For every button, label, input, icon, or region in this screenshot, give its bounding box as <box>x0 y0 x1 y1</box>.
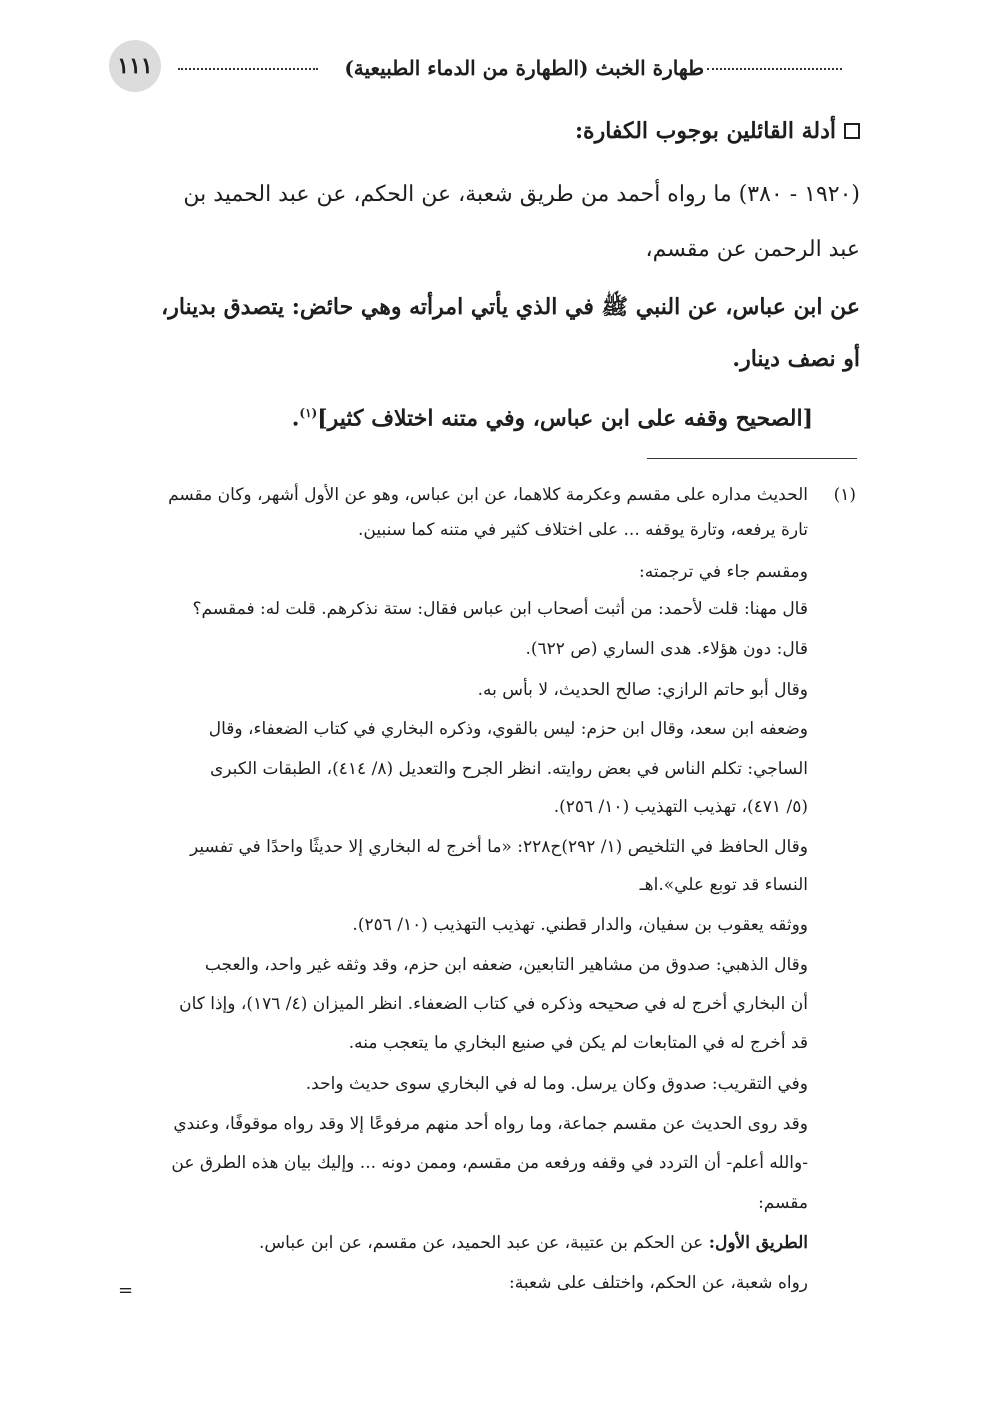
footnote-line: قال مهنا: قلت لأحمد: من أثبت أصحاب ابن عباس فقال: ستة نذكرهم. قلت له: فمقسم؟ <box>192 599 808 619</box>
ruling-line <box>292 398 813 433</box>
hadith-chain-line-2: عبد الرحمن عن مقسم، <box>645 237 860 262</box>
route-text: عن الحكم بن عتيبة، عن عبد الحميد، عن مقسم، عن ابن عباس. <box>259 1233 709 1253</box>
footnote-line: الساجي: تكلم الناس في بعض روايته. انظر الجرح والتعديل (٨/ ٤١٤)، الطبقات الكبرى <box>210 759 808 779</box>
running-header-title: طهارة الخبث (الطهارة من الدماء الطبيعية) <box>344 56 704 80</box>
section-heading <box>138 118 860 144</box>
footnote-line: الحديث مداره على مقسم وعكرمة كلاهما، عن ابن عباس، وهو عن الأول أشهر، وكان مقسم <box>168 485 808 505</box>
route-label: الطريق الأول: <box>708 1233 808 1253</box>
footnote-line: وقال أبو حاتم الرازي: صالح الحديث، لا بأس به. <box>477 680 808 700</box>
footnote-line: ومقسم جاء في ترجمته: <box>638 562 808 582</box>
footnote-line: وضعفه ابن سعد، وقال ابن حزم: ليس بالقوي، وذكره البخاري في كتاب الضعفاء، وقال <box>208 719 808 739</box>
ruling-text: [الصحيح وقفه على ابن عباس، وفي متنه اختلاف كثير] <box>317 405 813 432</box>
footnote-line: (٥/ ٤٧١)، تهذيب التهذيب (١٠/ ٢٥٦). <box>553 797 808 817</box>
footnote-last-line: رواه شعبة، عن الحكم، واختلف على شعبة: <box>509 1273 808 1293</box>
footnote-line: وقال الحافظ في التلخيص (١/ ٢٩٢)ح٢٢٨: «ما أخرج له البخاري إلا حديثًا واحدًا في تفسير <box>190 837 808 857</box>
header-dots-left <box>178 68 318 70</box>
footnote-line: تارة يرفعه، وتارة يوقفه ... على اختلاف كثير في متنه كما سنبين. <box>358 520 808 540</box>
footnote-line: وقال الذهبي: صدوق من مشاهير التابعين، ضعفه ابن حزم، وقد وثقه غير واحد، والعجب <box>204 955 808 975</box>
footnote-line: وقد روى الحديث عن مقسم جماعة، وما رواه أحد منهم مرفوعًا إلا وقد رواه موقوفًا، وعندي <box>173 1114 808 1134</box>
footnote-line: -والله أعلم- أن التردد في وقفه ورفعه من مقسم، وممن دونه ... وإليك بيان هذه الطرق عن <box>171 1153 808 1173</box>
footnote-line: قد أخرج له في المتابعات لم يكن في صنيع البخاري ما يتعجب منه. <box>348 1033 808 1053</box>
footnote-line: وفي التقريب: صدوق وكان يرسل. وما له في البخاري سوى حديث واحد. <box>305 1074 808 1094</box>
footnote-line: أن البخاري أخرج له في صحيحه وذكره في كتاب الضعفاء. انظر الميزان (٤/ ١٧٦)، وإذا كان <box>179 994 808 1014</box>
footnote-line: قال: دون هؤلاء. هدى الساري (ص ٦٢٢). <box>525 639 808 659</box>
ruling-end: . <box>291 405 300 432</box>
footnote-separator <box>647 458 857 459</box>
footnote-number: (١) <box>833 485 856 505</box>
square-bullet-icon <box>844 123 860 139</box>
page-number-badge: ١١١ <box>109 40 161 92</box>
hadith-text-line-2: أو نصف دينار. <box>732 346 860 372</box>
footnote-line: النساء قد توبع علي».اهـ <box>639 875 808 895</box>
footnote-ref: (١) <box>299 406 318 420</box>
footnote-line: مقسم: <box>758 1193 808 1213</box>
footnote-line: ووثقه يعقوب بن سفيان، والدار قطني. تهذيب التهذيب (١٠/ ٢٥٦). <box>352 915 808 935</box>
hadith-chain-line-1: (١٩٢٠ - ٣٨٠) ما رواه أحمد من طريق شعبة، عن الحكم، عن عبد الحميد بن <box>183 182 860 207</box>
continuation-mark: = <box>118 1280 134 1301</box>
footnote-route-line <box>259 1230 808 1256</box>
header-dots-right <box>707 68 842 70</box>
hadith-text-line-1: عن ابن عباس، عن النبي ﷺ في الذي يأتي امرأته وهي حائض: يتصدق بدينار، <box>161 294 860 320</box>
section-heading-text: أدلة القائلين بوجوب الكفارة: <box>574 118 836 144</box>
